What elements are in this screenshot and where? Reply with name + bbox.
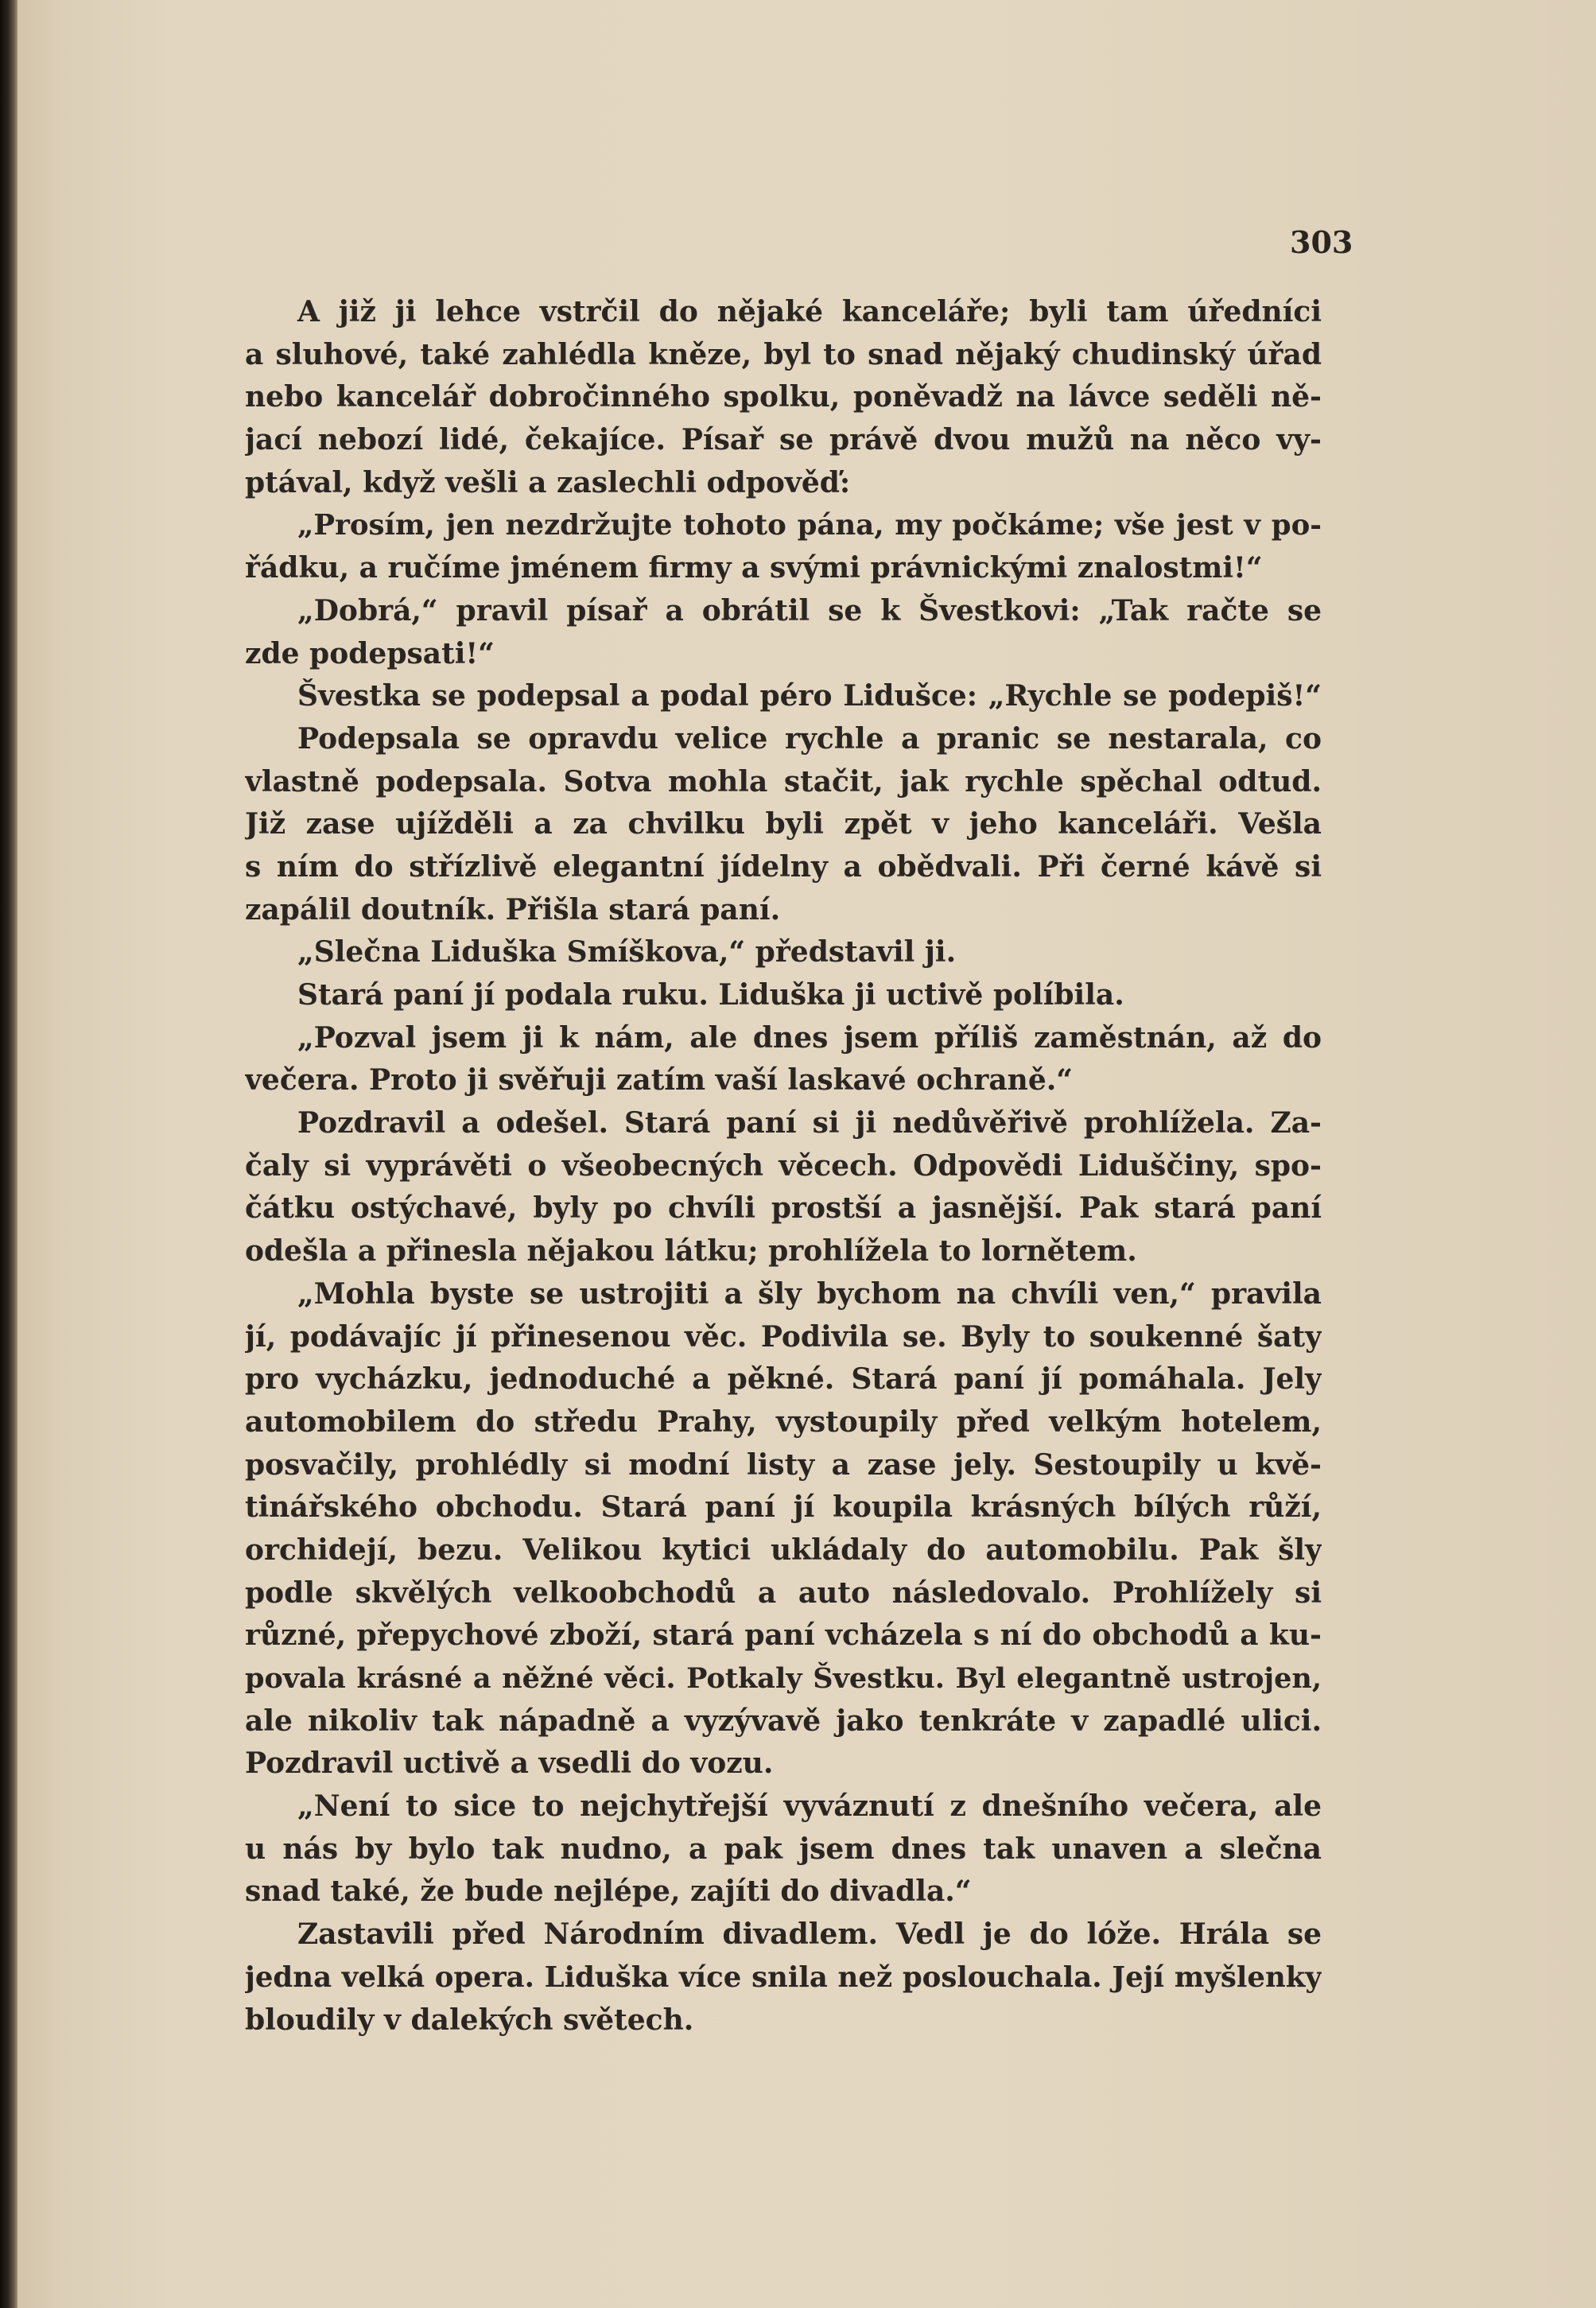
text-line: „Pozval jsem ji k nám, ale dnes jsem příliš zaměstnán, až do — [297, 1020, 1322, 1055]
text-line: bloudily v dalekých světech. — [245, 2003, 694, 2037]
text-line: zapálil doutník. Přišla stará paní. — [245, 892, 781, 927]
text-line: „Slečna Liduška Smíškova,“ představil ji. — [297, 935, 957, 969]
text-line: „Mohla byste se ustrojiti a šly bychom na chvíli ven,“ pravila — [297, 1276, 1322, 1311]
text-line: „Dobrá,“ pravil písař a obrátil se k Švestkovi: „Tak račte se — [297, 593, 1322, 628]
text-line: ptával, když vešli a zaslechli odpověď: — [245, 465, 851, 499]
text-line: automobilem do středu Prahy, vystoupily před velkým hotelem, — [245, 1405, 1322, 1439]
book-binding-edge — [0, 0, 17, 2308]
text-line: Zastavili před Národním divadlem. Vedl je do lóže. Hrála se — [297, 1918, 1322, 1952]
text-line: jí, podávajíc jí přinesenou věc. Podivila se. Byly to soukenné šaty — [245, 1319, 1322, 1354]
text-line: posvačily, prohlédly si modní listy a zase jely. Sestoupily u kvě- — [245, 1447, 1322, 1482]
text-line: vlastně podepsala. Sotva mohla stačit, jak rychle spěchal odtud. — [245, 764, 1322, 798]
text-line: čátku ostýchavé, byly po chvíli prostší a jasnější. Pak stará paní — [245, 1191, 1322, 1226]
text-line: řádku, a ručíme jménem firmy a svými právnickými znalostmi!“ — [245, 551, 1263, 585]
text-line: jací nebozí lidé, čekajíce. Písař se právě dvou mužů na něco vy- — [245, 423, 1322, 457]
text-line: A již ji lehce vstrčil do nějaké kanceláře; byli tam úředníci — [297, 295, 1322, 328]
text-line: jedna velká opera. Liduška více snila než poslouchala. Její myšlenky — [245, 1960, 1322, 1994]
text-line: zde podepsati!“ — [245, 636, 495, 670]
text-line: povala krásné a něžné věci. Potkaly Švestku. Byl elegantně ustrojen, — [245, 1662, 1322, 1695]
text-line: s ním do střízlivě elegantní jídelny a obědvali. Při černé kávě si — [245, 849, 1322, 884]
text-line: různé, přepychové zboží, stará paní vcházela s ní do obchodů a ku- — [245, 1618, 1322, 1653]
text-line: orchidejí, bezu. Velikou kytici ukládaly do automobilu. Pak šly — [245, 1533, 1322, 1567]
text-line: Podepsala se opravdu velice rychle a pranic se nestarala, co — [297, 721, 1322, 756]
text-line: snad také, že bude nejlépe, zajíti do divadla.“ — [245, 1875, 972, 1909]
text-line: ale nikoliv tak nápadně a vyzývavě jako tenkráte v zapadlé ulici. — [245, 1704, 1322, 1738]
book-page — [17, 0, 1596, 2308]
text-line: odešla a přinesla nějakou látku; prohlížela to lornětem. — [245, 1234, 1137, 1269]
text-line: Švestka se podepsal a podal péro Lidušce: „Rychle se podepiš!“ — [297, 679, 1322, 713]
text-line: pro vycházku, jednoduché a pěkné. Stará paní jí pomáhala. Jely — [245, 1362, 1322, 1397]
text-line: čaly si vyprávěti o všeobecných věcech. Odpovědi Liduščiny, spo- — [245, 1148, 1322, 1183]
page-number: 303 — [1290, 224, 1353, 260]
text-line: nebo kancelář dobročinného spolku, poněvadž na lávce seděli ně- — [245, 380, 1322, 414]
text-line: Pozdravil a odešel. Stará paní si ji nedůvěřivě prohlížela. Za- — [297, 1106, 1322, 1140]
text-line: Pozdravil uctivě a vsedli do vozu. — [245, 1747, 774, 1781]
text-line: u nás by bylo tak nudno, a pak jsem dnes tak unaven a slečna — [245, 1832, 1322, 1866]
text-line: a sluhové, také zahlédla kněze, byl to snad nějaký chudinský úřad — [245, 337, 1322, 371]
text-line: Již zase ujížděli a za chvilku byli zpět v jeho kanceláři. Vešla — [245, 807, 1322, 841]
text-line: večera. Proto ji svěřuji zatím vaší laskavé ochraně.“ — [245, 1063, 1073, 1098]
text-line: podle skvělých velkoobchodů a auto následovalo. Prohlížely si — [245, 1576, 1322, 1610]
text-line: „Není to sice to nejchytřejší vyváznutí z dnešního večera, ale — [297, 1789, 1322, 1824]
text-line: tinářského obchodu. Stará paní jí koupila krásných bílých růží, — [245, 1490, 1322, 1525]
body-text — [245, 291, 1322, 2042]
text-line: Stará paní jí podala ruku. Liduška ji uctivě políbila. — [297, 978, 1124, 1012]
text-line: „Prosím, jen nezdržujte tohoto pána, my počkáme; vše jest v po- — [297, 509, 1322, 542]
